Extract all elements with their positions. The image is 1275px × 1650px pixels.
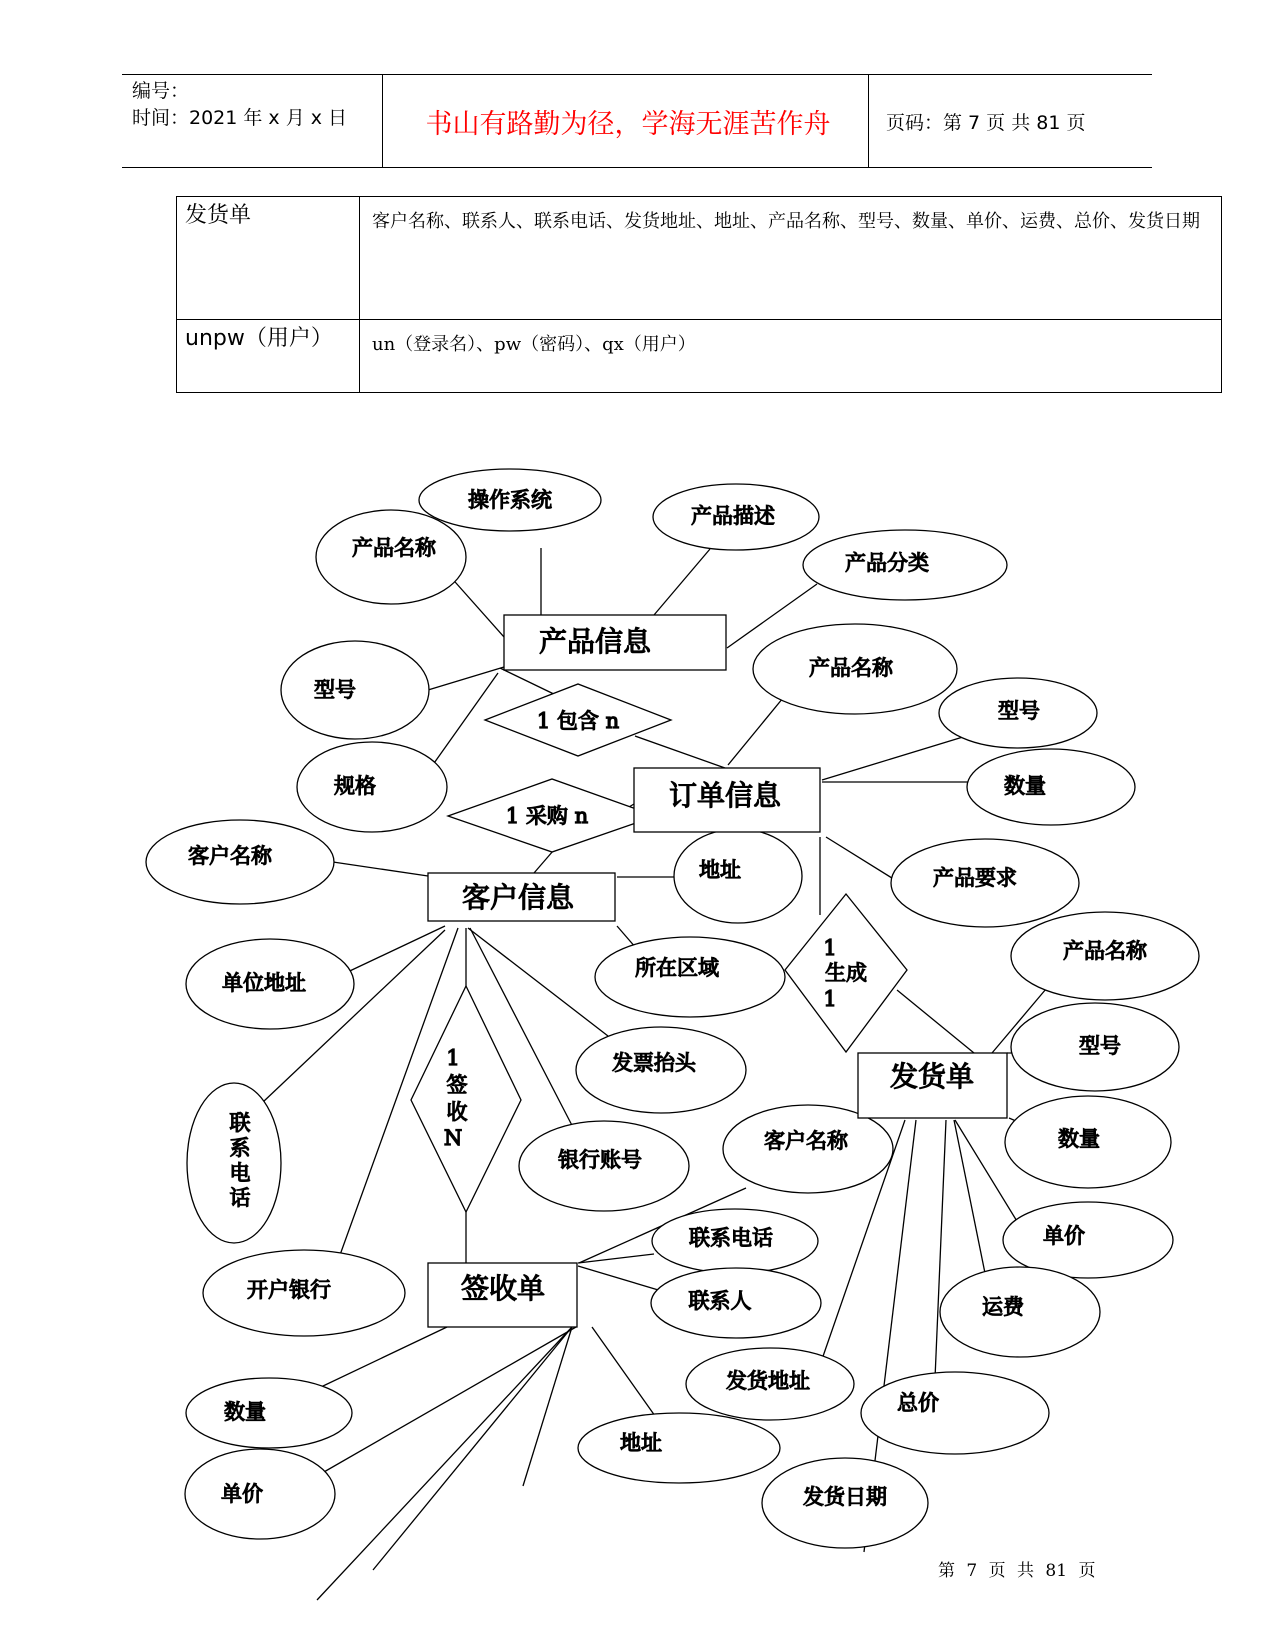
- attr-label: 电: [229, 1161, 251, 1185]
- attr-label: 数量: [1004, 774, 1046, 798]
- attr-ellipse: [578, 1413, 780, 1483]
- entity-label: 发货单: [889, 1060, 975, 1093]
- attr-label: 客户名称: [188, 844, 272, 868]
- attr-label: 产品名称: [809, 656, 893, 680]
- relation-diamond: [411, 986, 521, 1212]
- relation-label: 1: [823, 936, 837, 960]
- entity-label: 签收单: [460, 1272, 546, 1305]
- attr-label: 运费: [982, 1295, 1024, 1319]
- attr-label: 开户银行: [247, 1278, 331, 1302]
- attr-label: 联: [229, 1111, 251, 1135]
- attr-ellipse: [967, 749, 1135, 825]
- attr-label: 数量: [224, 1400, 266, 1424]
- header-motto: 书山有路勤为径，学海无涯苦作舟: [425, 109, 831, 140]
- attr-label: 发票抬头: [612, 1051, 696, 1075]
- relation-label: 1 采购 n: [505, 804, 589, 828]
- relation-label: 1: [446, 1046, 460, 1070]
- attr-label: 数量: [1058, 1127, 1100, 1151]
- entity-attributes-cell: 客户名称、联系人、联系电话、发货地址、地址、产品名称、型号、数量、单价、运费、总价、发货日期: [360, 197, 1222, 320]
- attr-label: 地址: [620, 1431, 662, 1455]
- doc-number-label: 编号：: [132, 80, 190, 102]
- header-page-code: 页码：第 7 页 共 81 页: [886, 112, 1086, 134]
- attr-label: 规格: [334, 774, 376, 798]
- attr-label: 型号: [1079, 1034, 1121, 1058]
- entity-label: 产品信息: [538, 625, 652, 658]
- attr-label: 银行账号: [558, 1148, 642, 1172]
- attr-label: 单位地址: [222, 971, 306, 995]
- attr-label: 话: [229, 1186, 251, 1210]
- attr-label: 发货日期: [803, 1485, 887, 1509]
- attr-label: 操作系统: [468, 488, 552, 512]
- entity-name-cell: unpw（用户）: [177, 320, 360, 393]
- attr-label: 客户名称: [764, 1129, 848, 1153]
- attr-ellipse: [186, 1378, 352, 1448]
- relation-label: 1: [823, 987, 837, 1011]
- attr-ellipse: [861, 1372, 1049, 1454]
- relation-label: 签: [446, 1073, 468, 1097]
- attr-label: 发货地址: [726, 1369, 810, 1393]
- attr-label: 产品名称: [352, 536, 436, 560]
- page-footer: 第 7 页 共 81 页: [938, 1561, 1096, 1581]
- entity-label: 订单信息: [668, 779, 782, 812]
- attr-label: 产品分类: [845, 551, 929, 575]
- entity-label: 客户信息: [461, 881, 575, 914]
- attr-label: 所在区域: [635, 956, 719, 980]
- attr-label: 单价: [221, 1482, 263, 1506]
- relation-label: 收: [446, 1100, 468, 1124]
- attr-label: 地址: [699, 858, 741, 882]
- entity-name-cell: 发货单: [177, 197, 360, 320]
- entity-attributes-cell: un（登录名）、pw（密码）、qx（用户）: [360, 320, 1222, 393]
- attr-label: 产品描述: [691, 504, 775, 528]
- relation-label: N: [443, 1126, 463, 1150]
- attr-label: 产品名称: [1063, 939, 1147, 963]
- attr-label: 产品要求: [933, 866, 1017, 890]
- attr-label: 型号: [314, 678, 356, 702]
- attr-label: 系: [229, 1136, 251, 1160]
- attr-label: 总价: [897, 1391, 939, 1415]
- relation-label: 1 包含 n: [536, 709, 620, 733]
- doc-time-label: 时间：2021 年 x 月 x 日: [132, 107, 348, 129]
- attr-label: 型号: [998, 699, 1040, 723]
- attr-label: 联系人: [688, 1289, 752, 1313]
- attr-label: 单价: [1043, 1224, 1085, 1248]
- relation-label: 生成: [825, 961, 867, 985]
- attr-label: 联系电话: [689, 1226, 773, 1250]
